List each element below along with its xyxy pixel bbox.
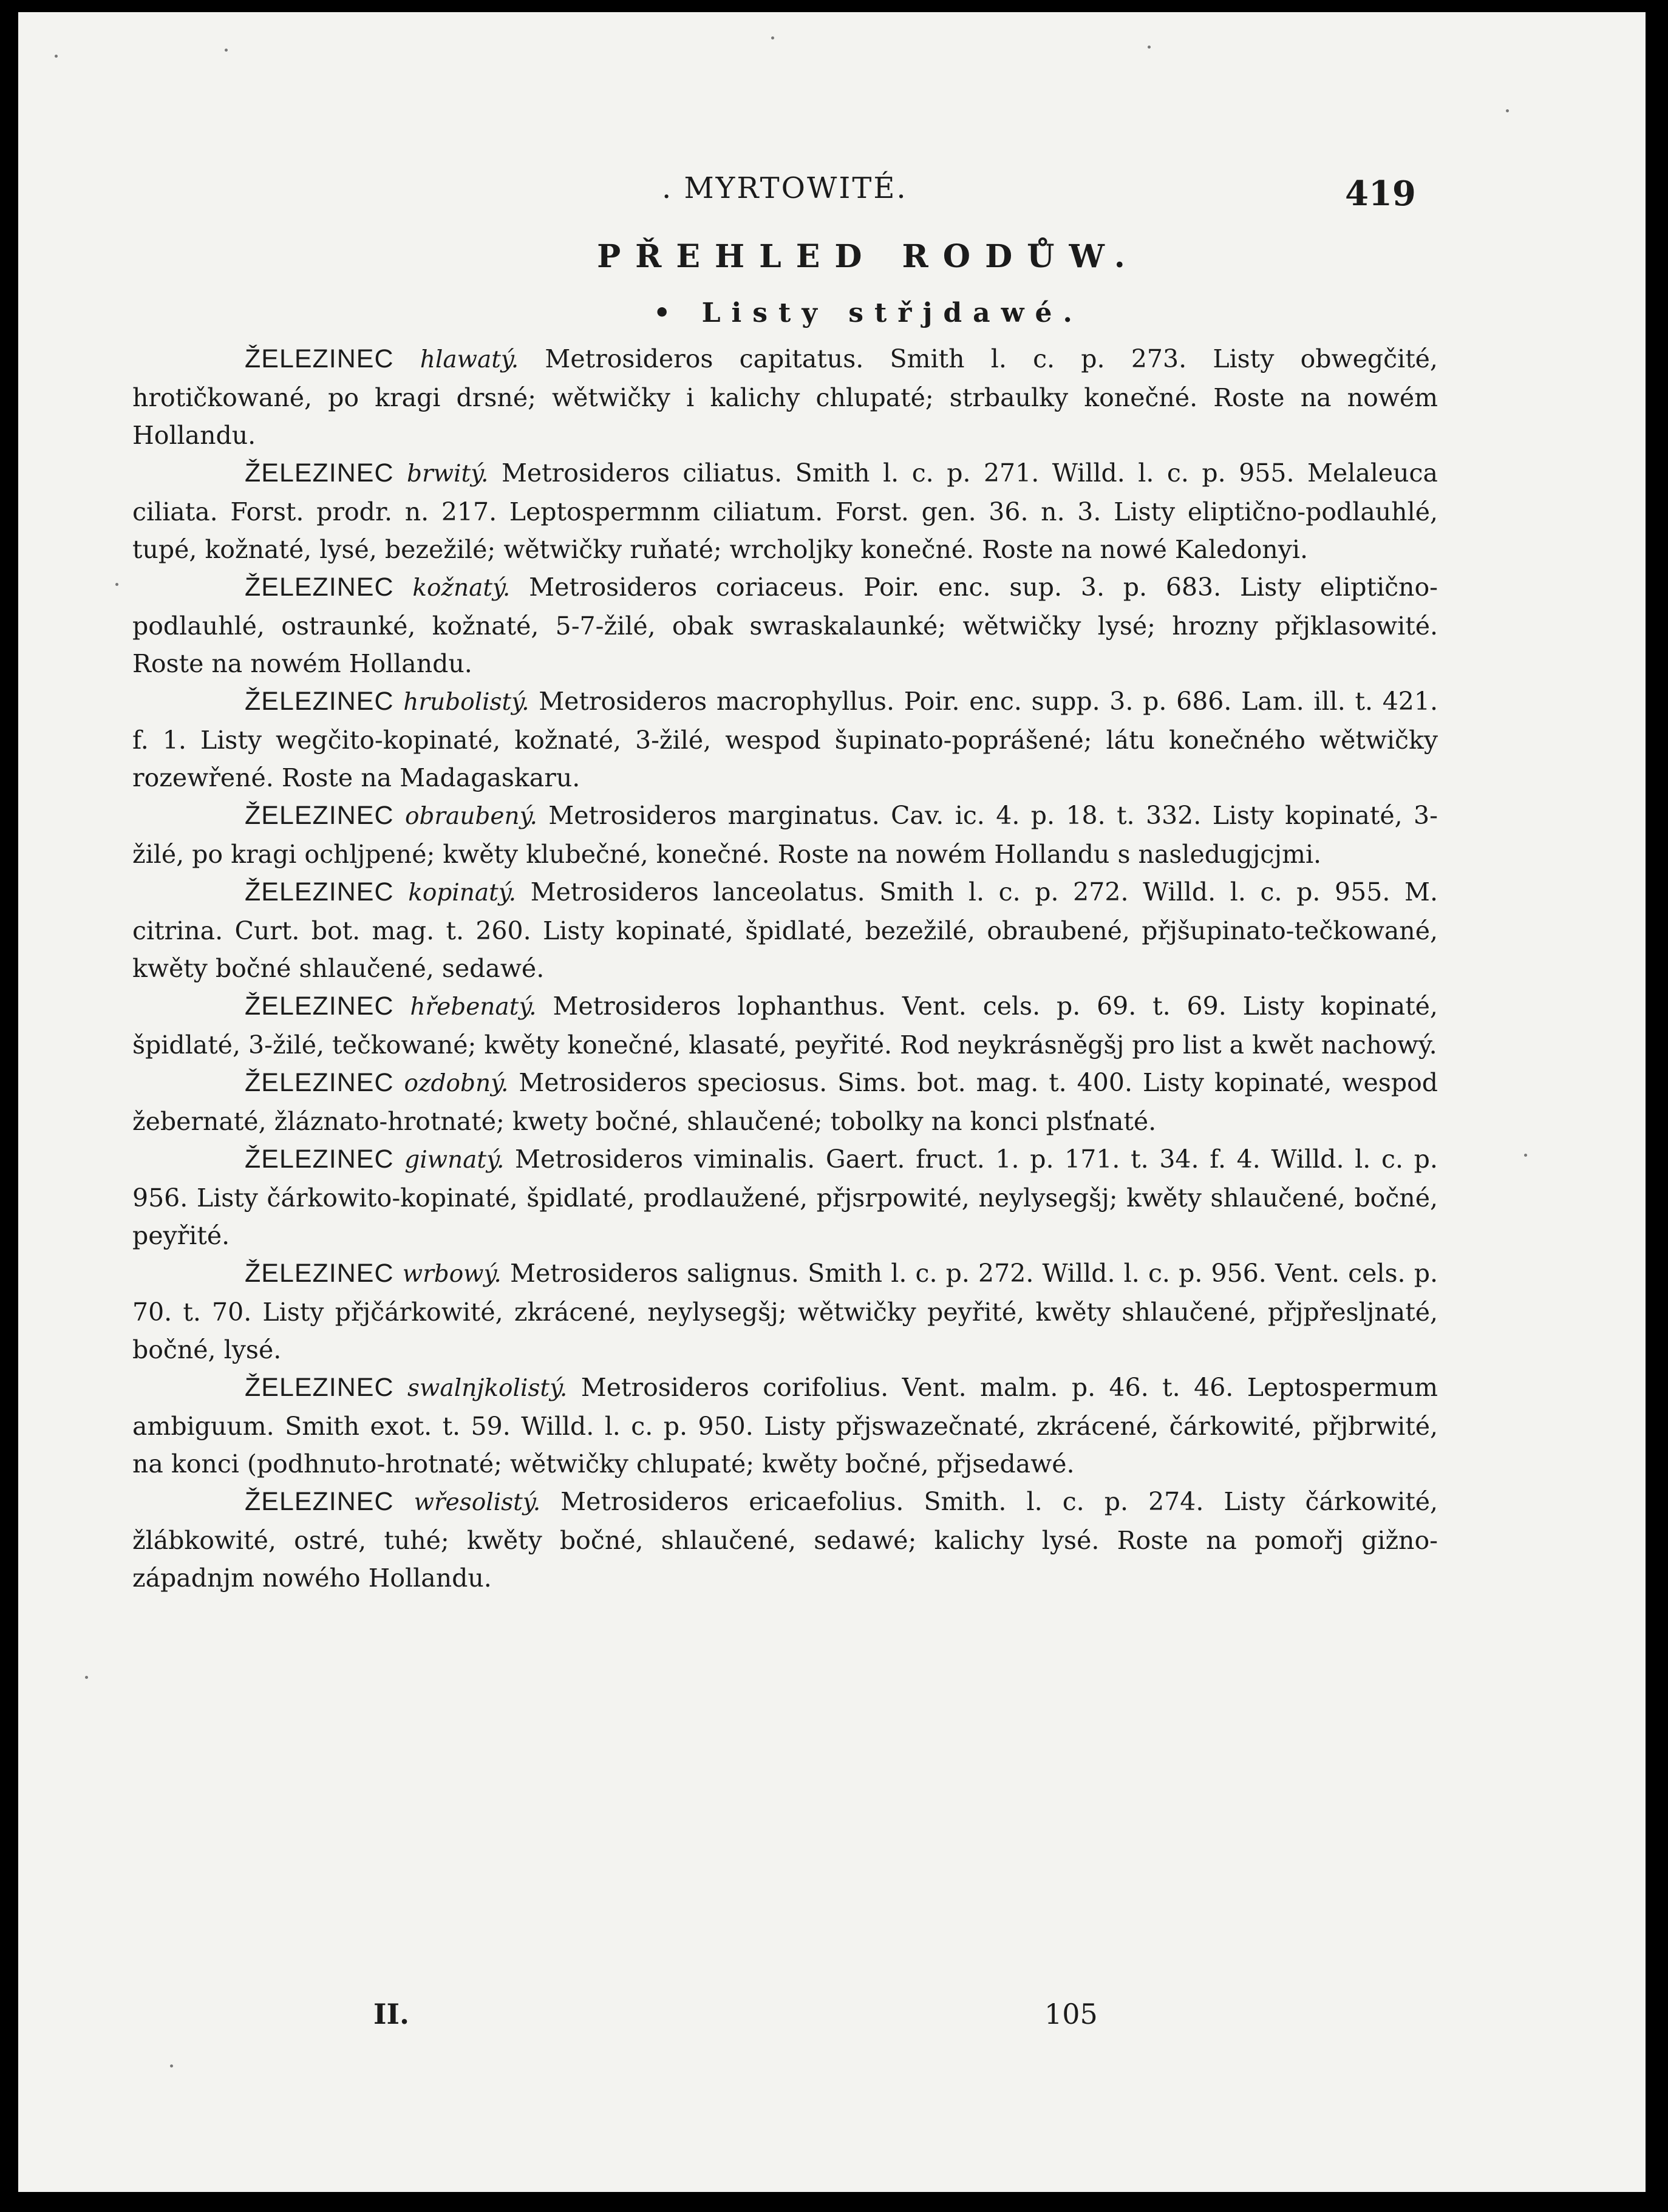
species-epithet: hlawatý.: [420, 346, 519, 373]
genus-name: ŽELEZINEC: [245, 458, 394, 488]
entry-text: Metrosideros capitatus. Smith l. c. p. 273. Listy obwegčité, hrotičkowané, po kragi drsné; wětwičky i kalichy chlupaté; strbaulky konečné. Roste na nowém Hollandu.: [132, 344, 1438, 450]
signature-mark: II.: [373, 1998, 410, 2030]
species-epithet: hřebenatý.: [410, 993, 537, 1021]
genus-name: ŽELEZINEC: [245, 1068, 394, 1097]
scan-speck: [1524, 1154, 1527, 1157]
entry: [132, 797, 1438, 873]
running-head: [18, 171, 1646, 220]
genus-name: ŽELEZINEC: [245, 801, 394, 830]
entry: [132, 873, 1438, 987]
subsection-title: • Listy střjdawé.: [653, 298, 1083, 328]
entry: [132, 1064, 1438, 1140]
entry: [132, 1254, 1438, 1369]
scan-speck: [55, 55, 58, 58]
scan-speck: [85, 1676, 88, 1679]
page-footer: [18, 1998, 1646, 2046]
genus-name: ŽELEZINEC: [245, 344, 394, 373]
family-title: . MYRTOWITÉ.: [662, 171, 908, 205]
genus-name: ŽELEZINEC: [245, 877, 394, 907]
genus-name: ŽELEZINEC: [245, 992, 394, 1021]
page-number: 419: [1345, 174, 1416, 214]
species-epithet: giwnatý.: [404, 1146, 505, 1174]
section-title: PŘEHLED RODŮW.: [597, 238, 1140, 275]
entry-text: Metrosideros macrophyllus. Poir. enc. supp. 3. p. 686. Lam. ill. t. 421. f. 1. Listy wegčito-kopinaté, kožnaté, 3-žilé, wespod šupinato-poprášené; látu konečného wětwičky rozewřené. Roste na Madagaskaru.: [132, 687, 1438, 792]
genus-name: ŽELEZINEC: [245, 573, 394, 602]
scan-speck: [771, 36, 774, 39]
species-epithet: swalnjkolistý.: [407, 1375, 568, 1402]
species-epithet: wrbowý.: [402, 1261, 502, 1288]
species-epithet: kopinatý.: [408, 879, 517, 907]
scan-speck: [1506, 109, 1509, 112]
genus-name: ŽELEZINEC: [245, 1373, 394, 1402]
sheet-number: 105: [1044, 1998, 1098, 2030]
entry-text: Metrosideros lanceolatus. Smith l. c. p. 272. Willd. l. c. p. 955. M. citrina. Curt. bot. mag. t. 260. Listy kopinaté, špidlaté, bezežilé, obraubené, přjšupinato-tečkowané, kwěty bočné shlaučené, sedawé.: [132, 877, 1438, 983]
species-epithet: kožnatý.: [412, 574, 511, 602]
entry: [132, 454, 1438, 568]
entry-text: Metrosideros ericaefolius. Smith. l. c. p. 274. Listy čárkowité, žlábkowité, ostré, tuhé; kwěty bočné, shlaučené, sedawé; kalichy lysé. Roste na pomořj gižno-západnjm nowého Hollandu.: [132, 1487, 1438, 1593]
entry-text: Metrosideros marginatus. Cav. ic. 4. p. 18. t. 332. Listy kopinaté, 3-žilé, po kragi ochljpené; kwěty klubečné, konečné. Roste na nowém Hollandu s nasledugjcjmi.: [132, 801, 1438, 869]
entry-text: Metrosideros salignus. Smith l. c. p. 272. Willd. l. c. p. 956. Vent. cels. p. 70. t. 70. Listy přjčárkowité, zkrácené, neylysegšj; wětwičky peyřité, kwěty shlaučené, přjpřesljnaté, bočné, lysé.: [132, 1259, 1438, 1364]
scan-speck: [1148, 46, 1151, 49]
genus-name: ŽELEZINEC: [245, 1487, 394, 1516]
species-epithet: obraubený.: [404, 803, 537, 830]
species-epithet: brwitý.: [407, 460, 489, 488]
entry-text: Metrosideros lophanthus. Vent. cels. p. 69. t. 69. Listy kopinaté, špidlaté, 3-žilé, tečkowané; kwěty konečné, klasaté, peyřité. Rod neykrásněgšj pro list a kwět nachowý.: [132, 992, 1438, 1060]
species-epithet: ozdobný.: [404, 1070, 509, 1097]
genus-name: ŽELEZINEC: [245, 687, 394, 716]
genus-name: ŽELEZINEC: [245, 1259, 394, 1288]
entry: [132, 987, 1438, 1064]
entry: [132, 568, 1438, 682]
genus-name: ŽELEZINEC: [245, 1145, 394, 1174]
genus-entries: [132, 340, 1438, 1597]
book-page: [18, 12, 1646, 2192]
species-epithet: hrubolistý.: [403, 689, 529, 716]
species-epithet: wřesolistý.: [414, 1489, 541, 1516]
scan-speck: [115, 583, 118, 586]
scan-speck: [170, 2064, 173, 2067]
entry: [132, 1483, 1438, 1597]
entry-text: Metrosideros corifolius. Vent. malm. p. 46. t. 46. Leptospermum ambiguum. Smith exot. t. 59. Willd. l. c. p. 950. Listy přjswazečnaté, zkrácené, čárkowité, přjbrwité, na konci (podhnuto-hrotnaté; wětwičky chlupaté; kwěty bočné, přjsedawé.: [132, 1373, 1438, 1479]
entry-text: Metrosideros ciliatus. Smith l. c. p. 271. Willd. l. c. p. 955. Melaleuca ciliata. Forst. prodr. n. 217. Leptospermnm ciliatum. Forst. gen. 36. n. 3. Listy eliptično-podlauhlé, tupé, kožnaté, lysé, bezežilé; wětwičky ruňaté; wrcholjky konečné. Roste na nowé Kaledonyi.: [132, 458, 1438, 564]
entry-text: Metrosideros coriaceus. Poir. enc. sup. 3. p. 683. Listy eliptično-podlauhlé, ostraunké, kožnaté, 5-7-žilé, obak swraskalaunké; wětwičky lysé; hrozny přjklasowité. Roste na nowém Hollandu.: [132, 573, 1438, 678]
entry: [132, 340, 1438, 454]
entry: [132, 1140, 1438, 1254]
entry-text: Metrosideros viminalis. Gaert. fruct. 1. p. 171. t. 34. f. 4. Willd. l. c. p. 956. Listy čárkowito-kopinaté, špidlaté, prodlaužené, přjsrpowité, neylysegšj; kwěty shlaučené, bočné, peyřité.: [132, 1145, 1438, 1250]
entry: [132, 682, 1438, 797]
scan-speck: [225, 49, 228, 52]
entry: [132, 1369, 1438, 1483]
entry-text: Metrosideros speciosus. Sims. bot. mag. t. 400. Listy kopinaté, wespod žebernaté, žláznato-hrotnaté; kwety bočné, shlaučené; tobolky na konci plsťnaté.: [132, 1068, 1438, 1136]
